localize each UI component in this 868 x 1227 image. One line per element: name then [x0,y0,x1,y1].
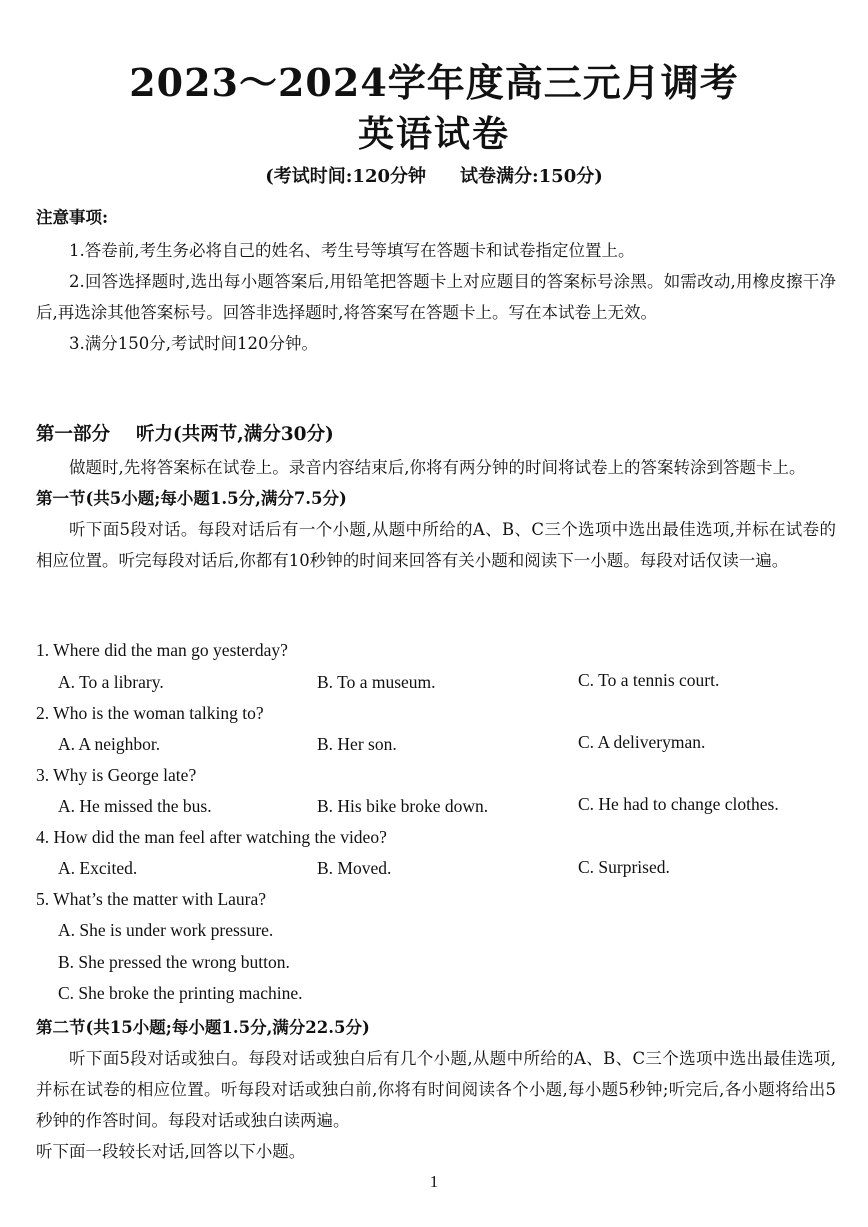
notice-item: 1.答卷前,考生务必将自己的姓名、考生号等填写在答题卡和试卷指定位置上。 [69,241,635,260]
section2-block [36,1012,836,1167]
exam-subject-title: 英语试卷 [357,113,510,155]
notice-item: 3.满分150分,考试时间120分钟。 [69,334,318,353]
part1-title: 听力(共两节,满分30分) [136,424,334,445]
exam-title: 2023～2024学年度高三元月调考 [129,60,739,105]
section1-intro: 听下面5段对话。每段对话后有一个小题,从题中所给的A、B、C三个选项中选出最佳选项,并标在试卷的相应位置。听完每段对话后,你都有10秒钟的时间来回答有关小题和阅读下一小题。每段对话仅读一遍。 [36,520,836,570]
option-4c: C. Surprised. [578,857,670,877]
exam-info [0,162,868,188]
option-1a: A. To a library. [58,672,164,692]
full-score: 试卷满分:150分) [460,166,603,187]
option-3a: A. He missed the bus. [58,796,212,816]
question-2: 2. Who is the woman talking to? [36,703,264,723]
option-5c: C. She broke the printing machine. [58,983,303,1003]
part1-block [36,452,836,576]
option-2a: A. A neighbor. [58,734,161,754]
option-4b: B. Moved. [317,858,392,878]
option-3c: C. He had to change clothes. [578,794,779,814]
question-4: 4. How did the man feel after watching the video? [36,827,387,847]
question-3: 3. Why is George late? [36,765,197,785]
notice-list [36,235,836,359]
section1-heading: 第一节(共5小题;每小题1.5分,满分7.5分) [36,489,347,508]
part1-intro: 做题时,先将答案标在试卷上。录音内容结束后,你将有两分钟的时间将试卷上的答案转涂到答题卡上。 [69,458,806,477]
option-1b: B. To a museum. [317,672,436,692]
part1-heading [36,420,334,446]
section2-instruction: 听下面一段较长对话,回答以下小题。 [36,1142,306,1161]
section2-intro: 听下面5段对话或独白。每段对话或独白后有几个小题,从题中所给的A、B、C三个选项中选出最佳选项,并标在试卷的相应位置。听每段对话或独白前,你将有时间阅读各个小题,每小题5秒钟;听完后,各小题将给出5秒钟的作答时间。每段对话或独白读两遍。 [36,1049,836,1130]
exam-time: (考试时间:120分钟 [265,166,426,187]
notice-heading: 注意事项: [36,208,109,227]
part1-name: 第一部分 [36,424,111,445]
option-2c: C. A deliveryman. [578,732,706,752]
option-5b: B. She pressed the wrong button. [58,952,290,972]
question-1: 1. Where did the man go yesterday? [36,640,288,660]
option-2b: B. Her son. [317,734,397,754]
section2-heading: 第二节(共15小题;每小题1.5分,满分22.5分) [36,1018,370,1037]
option-4a: A. Excited. [58,858,138,878]
notice-item: 2.回答选择题时,选出每小题答案后,用铅笔把答题卡上对应题目的答案标号涂黑。如需改动,用橡皮擦干净后,再选涂其他答案标号。回答非选择题时,将答案写在答题卡上。写在本试卷上无效。 [36,272,836,322]
page-number: 1 [429,1172,439,1191]
option-5a: A. She is under work pressure. [58,920,274,940]
question-5: 5. What’s the matter with Laura? [36,889,267,909]
option-3b: B. His bike broke down. [317,796,489,816]
option-1c: C. To a tennis court. [578,670,720,690]
